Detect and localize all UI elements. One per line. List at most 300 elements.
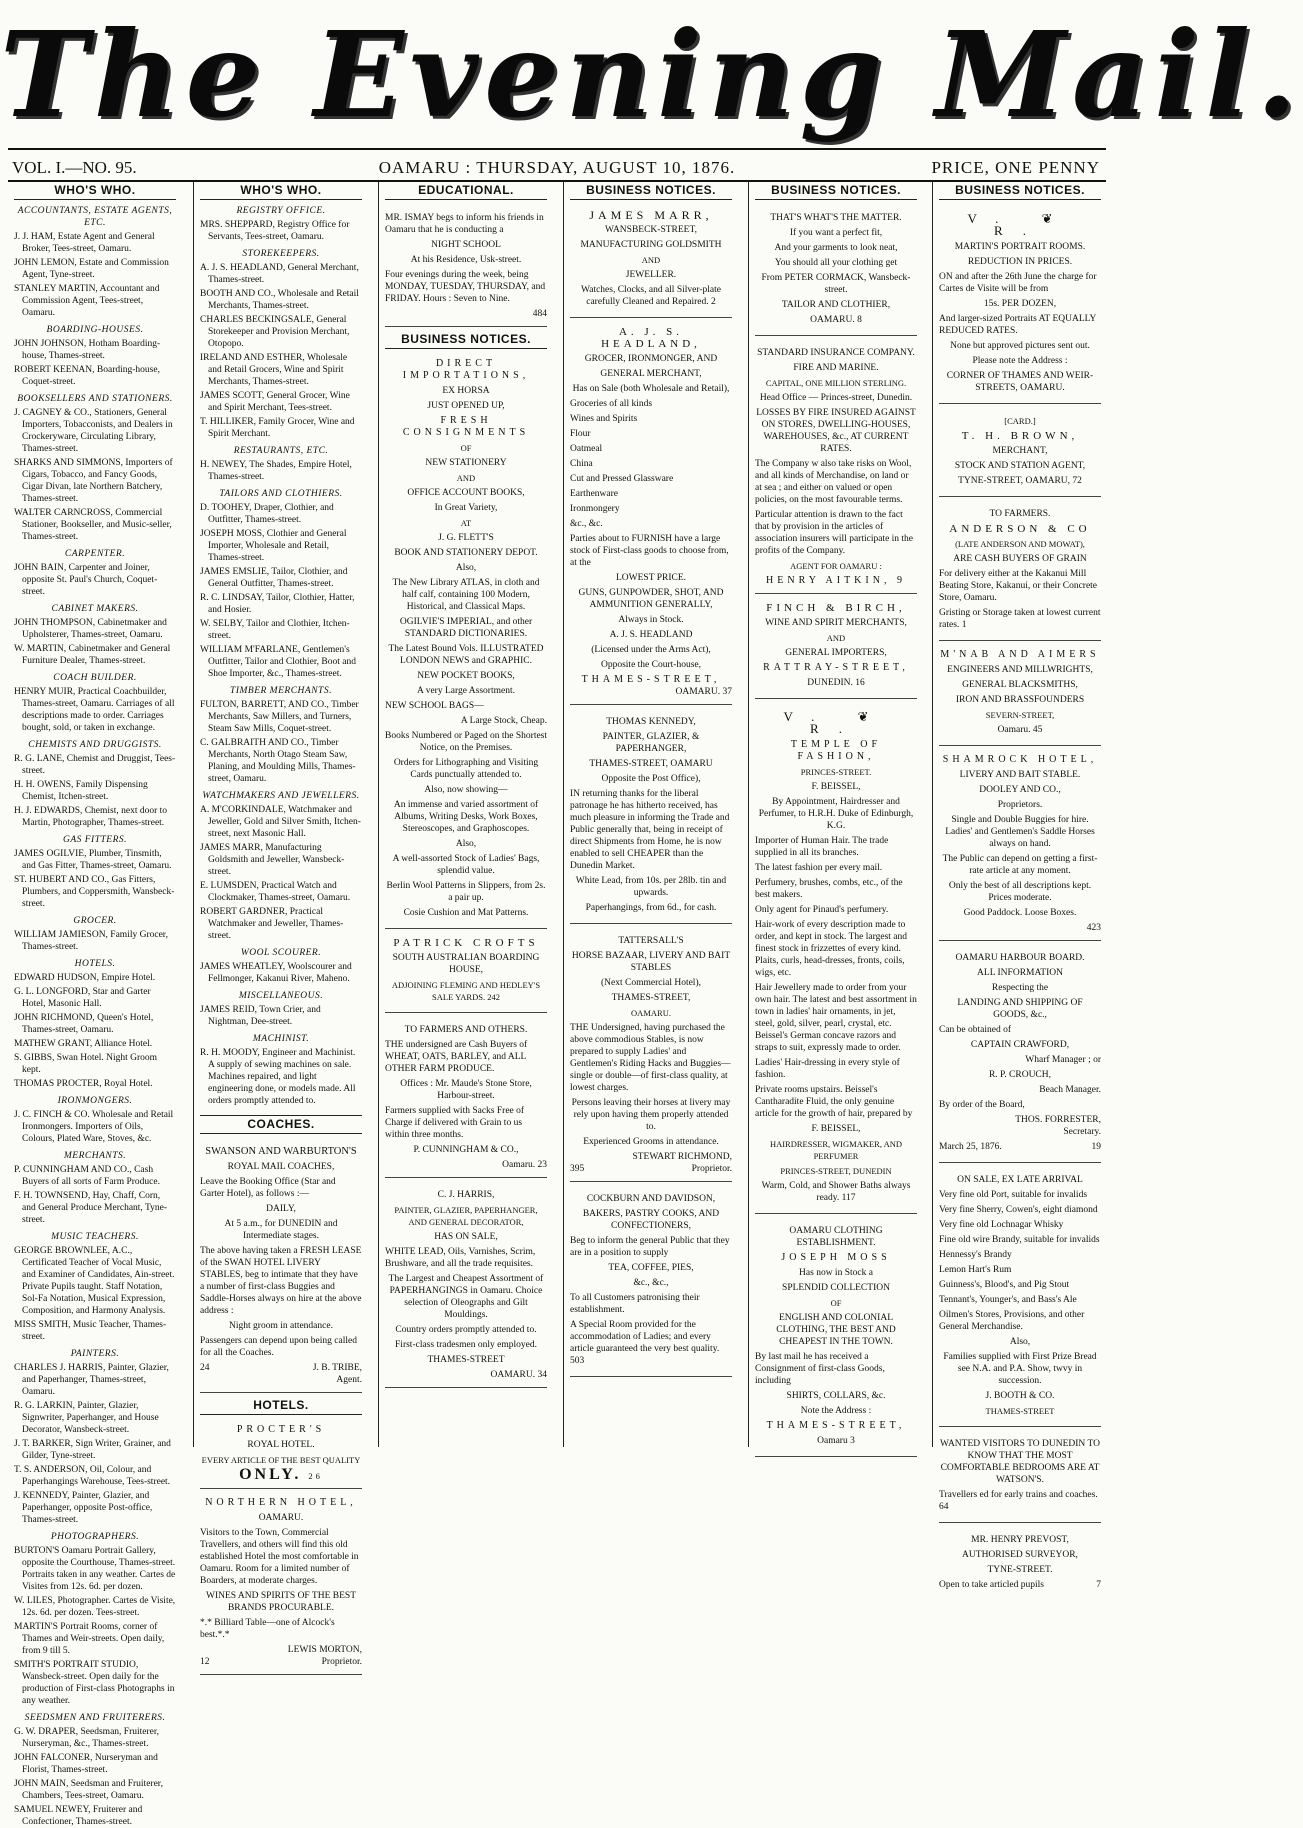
finch-l2: GENERAL IMPORTERS, bbox=[785, 648, 887, 658]
anderson-body: For delivery either at the Kakanui Mill Beating Store, Kakanui, or their Concrete Store, Oamaru. bbox=[939, 569, 1098, 603]
educational-header: EDUCATIONAL. bbox=[385, 182, 547, 200]
headland-furnish: Parties about to FURNISH have a large stock of First-class goods to choose from, at the bbox=[570, 534, 729, 568]
directory-entry: JAMES SCOTT, General Grocer, Wine and Spirit Merchant, Tees-street. bbox=[200, 391, 350, 413]
brown-l3: TYNE-STREET, OAMARU, bbox=[958, 476, 1071, 486]
harbour-l2: Respecting the bbox=[991, 983, 1049, 993]
directory-entry: JAMES REID, Town Crier, and Nightman, Dee-street. bbox=[200, 1005, 321, 1027]
directory-entry: WALTER CARNCROSS, Commercial Stationer, Bookseller, and Music-seller, Thames-street. bbox=[14, 508, 172, 542]
headland-sign: A. J. S. HEADLAND bbox=[609, 630, 693, 640]
booth-also: Also, bbox=[1009, 1337, 1031, 1347]
list-item: And your garments to look neat, bbox=[774, 243, 898, 253]
northern-wines: WINES AND SPIRITS OF THE BEST BRANDS PROCURABLE. bbox=[206, 1591, 356, 1613]
list-item: Oatmeal bbox=[570, 444, 603, 454]
beissel-hair: Importer of Human Hair. The trade supplied in all its branches. bbox=[755, 836, 889, 858]
section-title: WATCHMAKERS AND JEWELLERS. bbox=[202, 791, 360, 801]
flett-also2: Also, bbox=[455, 839, 477, 849]
marr-num: 2 bbox=[711, 297, 716, 307]
booth-families: Families supplied with First Prize Bread see N.A. and P.A. Show, twvy in succession. bbox=[943, 1352, 1097, 1386]
northern-sign: LEWIS MORTON, bbox=[287, 1645, 362, 1655]
directory-entry: R. G. LANE, Chemist and Druggist, Tees-street. bbox=[14, 754, 176, 776]
northern-ad bbox=[200, 1493, 362, 1675]
whos-who-header-2: WHO'S WHO. bbox=[200, 182, 362, 200]
moss-note: Note the Address : bbox=[800, 1406, 872, 1416]
anderson-num: 1 bbox=[961, 620, 967, 630]
coaches-body: The above having taken a FRESH LEASE of the SWAN HOTEL LIVERY STABLES, beg to intimate that they have a number of first-class Buggies and Saddle-Horses always on hire at the above address : bbox=[200, 1246, 362, 1316]
list-item: If you want a perfect fit, bbox=[789, 228, 883, 238]
moss-addr: THAMES-STREET, bbox=[766, 1420, 906, 1431]
whos-who-list-2 bbox=[200, 205, 362, 1107]
tattersall-persons: Persons leaving their horses at livery may rely upon having them properly attended to. bbox=[571, 1098, 731, 1132]
list-item: Fine old wire Brandy, suitable for invalids bbox=[939, 1235, 1100, 1245]
mnab-num: 45 bbox=[1032, 725, 1043, 735]
section-title: IRONMONGERS. bbox=[57, 1096, 133, 1106]
directory-entry: JOHN FALCONER, Nurseryman and Florist, Thames-street. bbox=[14, 1753, 158, 1775]
mnab-l2: GENERAL BLACKSMITHS, bbox=[962, 680, 1078, 690]
headland-l2: GENERAL MERCHANT, bbox=[600, 369, 702, 379]
flett-books: Books Numbered or Paged on the Shortest Notice, on the Premises. bbox=[385, 731, 548, 753]
watson-title: WANTED VISITORS TO DUNEDIN TO KNOW THAT THE MOST COMFORTABLE BEDROOMS ARE AT WATSON'S. bbox=[940, 1439, 1100, 1485]
martin-addr: CORNER OF THAMES AND WEIR-STREETS, OAMARU. bbox=[946, 371, 1094, 393]
harris-country: Country orders promptly attended to. bbox=[395, 1325, 537, 1335]
moss-of: OF bbox=[830, 1298, 842, 1308]
beissel-name: F. BEISSEL, bbox=[811, 782, 861, 792]
beissel-fashion: The latest fashion per every mail. bbox=[755, 863, 883, 873]
marr-title: JAMES MARR, bbox=[589, 208, 713, 222]
headland-l3: Has on Sale (both Wholesale and Retail), bbox=[572, 384, 730, 394]
finch-l3: RATTRAY-STREET, bbox=[763, 662, 909, 673]
directory-entry: J. CAGNEY & CO., Stationers, General Importers, Tobacconists, and Dealers in Crockeryware, Circulating Library, Thames-street. bbox=[14, 408, 173, 454]
directory-entry: GEORGE BROWNLEE, A.C., Certificated Teacher of Vocal Music, and Examiner of Candidates, Ain-street. Private Pupils taught. Staff Notation, Sol-Fa Notation, Musical Expression, Composition, and Harmony Analysis. bbox=[14, 1246, 175, 1316]
directory-entry: EDWARD HUDSON, Empire Hotel. bbox=[14, 973, 156, 983]
mnab-ad bbox=[939, 645, 1101, 746]
cormack-tailor: TAILOR AND CLOTHIER, bbox=[781, 300, 891, 310]
flett-l7: BOOK AND STATIONERY DEPOT. bbox=[394, 548, 538, 558]
farmers-place: Oamaru. bbox=[502, 1160, 536, 1170]
headland-lowest: LOWEST PRICE. bbox=[615, 573, 687, 583]
directory-entry: THOMAS PROCTER, Royal Hotel. bbox=[14, 1079, 153, 1089]
farmers-ad bbox=[385, 1017, 547, 1178]
beissel-baths: Warm, Cold, and Shower Baths always ready. bbox=[761, 1181, 911, 1203]
harbour-l4: Can be obtained of bbox=[939, 1025, 1012, 1035]
anderson-title: ANDERSON & CO bbox=[949, 523, 1091, 535]
ismay-at: At his Residence, Usk-street. bbox=[410, 255, 522, 265]
kennedy-body: IN returning thanks for the liberal patronage he has hitherto received, has much pleasure in informing the Trade and Public generally that, being in receipt of direct Shipments from Home, he is now enabled to sell CHEAPER than the Dunedin Market. bbox=[570, 789, 730, 871]
hotels-header: HOTELS. bbox=[200, 1397, 362, 1415]
directory-entry: CHARLES J. HARRIS, Painter, Glazier, and Paperhanger, Thames-street, Oamaru. bbox=[14, 1363, 169, 1397]
cockburn-tea: TEA, COFFEE, PIES, bbox=[608, 1263, 694, 1273]
harris-stock: The Largest and Cheapest Assortment of PAPERHANGINGS in Oamaru. Choice selection of Oleographs and Gilt Mouldings. bbox=[388, 1274, 544, 1320]
list-item: Ironmongery bbox=[570, 504, 620, 514]
booth-sign: J. BOOTH & CO. bbox=[985, 1391, 1055, 1401]
farmers-sign: P. CUNNINGHAM & CO., bbox=[413, 1145, 519, 1155]
tattersall-prop: Proprietor. bbox=[691, 1164, 732, 1174]
coaches-night: Night groom in attendance. bbox=[229, 1321, 333, 1331]
royal-crest-icon: V. ❦ R. bbox=[783, 709, 889, 736]
section-title: PAINTERS. bbox=[70, 1349, 120, 1359]
moss-shirts: SHIRTS, COLLARS, &c. bbox=[786, 1391, 886, 1401]
northern-title: NORTHERN HOTEL, bbox=[205, 1497, 357, 1508]
directory-entry: JOHN JOHNSON, Hotham Boarding-house, Thames-street. bbox=[14, 339, 161, 361]
cormack-place: OAMARU. bbox=[810, 315, 855, 325]
list-item: Groceries of all kinds bbox=[570, 399, 653, 409]
flett-berlin: Berlin Wool Patterns in Slippers, from 2s. a pair up. bbox=[386, 881, 546, 903]
flett-atlas: The New Library ATLAS, in cloth and half calf, containing 100 Modern, Historical, and Classical Maps. bbox=[392, 578, 540, 612]
mnab-title: M'NAB AND AIMERS bbox=[940, 649, 1100, 660]
crofts-num: 242 bbox=[487, 992, 500, 1002]
finch-and: AND bbox=[826, 633, 846, 643]
tattersall-l3: THAMES-STREET, bbox=[611, 993, 691, 1003]
procters-l1: EVERY ARTICLE OF THE BEST QUALITY bbox=[201, 1455, 361, 1465]
tattersall-title: TATTERSALL'S bbox=[618, 936, 684, 946]
list-item: Earthenware bbox=[570, 489, 618, 499]
headland-num: 37 bbox=[722, 687, 732, 697]
marr-l1: WANSBECK-STREET, bbox=[605, 225, 697, 235]
column-3 bbox=[378, 182, 553, 1447]
finch-num: 16 bbox=[855, 678, 865, 688]
directory-entry: J. T. BARKER, Sign Writer, Grainer, and Gilder, Tyne-street. bbox=[14, 1439, 171, 1461]
flett-school2: A Large Stock, Cheap. bbox=[460, 716, 547, 726]
northern-num: 12 bbox=[200, 1657, 210, 1667]
crofts-ad bbox=[385, 933, 547, 1013]
coaches-l3: At 5 a.m., for DUNEDIN and Intermediate stages. bbox=[224, 1219, 338, 1241]
northern-prop: Proprietor. bbox=[321, 1657, 362, 1667]
directory-entry: MISS SMITH, Music Teacher, Thames-street. bbox=[14, 1320, 167, 1342]
flett-l6: J. G. FLETT'S bbox=[438, 533, 494, 543]
anderson-ad bbox=[939, 501, 1101, 641]
list-item: Tennant's, Younger's, and Bass's Ale bbox=[939, 1295, 1077, 1305]
beissel-ad bbox=[755, 703, 917, 1214]
list-item: Very fine old Lochnagar Whisky bbox=[939, 1220, 1064, 1230]
moss-name: JOSEPH MOSS bbox=[781, 1252, 891, 1263]
list-item: Very fine Sherry, Cowen's, eight diamond bbox=[939, 1205, 1098, 1215]
cockburn-title: COCKBURN AND DAVIDSON, bbox=[586, 1194, 716, 1204]
column-2-inner bbox=[194, 182, 368, 1675]
business-notices-header-4: BUSINESS NOTICES. bbox=[570, 182, 732, 200]
ismay-num: 484 bbox=[532, 309, 547, 319]
directory-entry: H. H. OWENS, Family Dispensing Chemist, Itchen-street. bbox=[14, 780, 148, 802]
section-title: PHOTOGRAPHERS. bbox=[50, 1532, 140, 1542]
coaches-pass: Passengers can depend upon being called for all the Coaches. bbox=[200, 1336, 357, 1358]
flett-cosie: Cosie Cushion and Mat Patterns. bbox=[403, 908, 529, 918]
directory-entry: H. J. EDWARDS, Chemist, next door to Martin, Photographer, Thames-street. bbox=[14, 806, 168, 828]
northern-billiard: *.* Billiard Table—one of Alcock's best.*.* bbox=[200, 1618, 335, 1640]
harbour-title: OAMARU HARBOUR BOARD. bbox=[955, 953, 1085, 963]
marr-and: AND bbox=[641, 255, 661, 265]
column-2 bbox=[193, 182, 368, 1667]
flett-pocket2: A very Large Assortment. bbox=[417, 686, 515, 696]
section-title: TAILORS AND CLOTHIERS. bbox=[219, 489, 343, 499]
cockburn-ad bbox=[570, 1186, 732, 1377]
section-title: MACHINIST. bbox=[252, 1034, 310, 1044]
list-item: Flour bbox=[570, 429, 591, 439]
brown-ad bbox=[939, 408, 1101, 497]
shamrock-body: Single and Double Buggies for hire. Ladies' and Gentlemen's Saddle Horses always on hand. bbox=[945, 815, 1095, 849]
column-6 bbox=[932, 182, 1107, 1590]
tattersall-num: 395 bbox=[570, 1164, 585, 1174]
harbour-date: March 25, 1876. bbox=[939, 1142, 1002, 1152]
section-title: MERCHANTS. bbox=[63, 1151, 127, 1161]
list-item: &c., &c. bbox=[570, 519, 603, 529]
section-title: RESTAURANTS, ETC. bbox=[233, 446, 329, 456]
directory-entry: W. MARTIN, Cabinetmaker and General Furniture Dealer, Thames-street. bbox=[14, 644, 171, 666]
directory-entry: ROBERT GARDNER, Practical Watchmaker and Jeweller, Thames-street. bbox=[200, 907, 344, 941]
directory-entry: D. TOOHEY, Draper, Clothier, and Outfitter, Thames-street. bbox=[200, 503, 334, 525]
directory-entry: ROBERT KEENAN, Boarding-house, Coquet-street. bbox=[14, 365, 160, 387]
farmers-offices: Offices : Mr. Maude's Stone Store, Harbour-street. bbox=[400, 1079, 532, 1101]
list-item: Hennessy's Brandy bbox=[939, 1250, 1012, 1260]
headland-guns: GUNS, GUNPOWDER, SHOT, AND AMMUNITION GENERALLY, bbox=[578, 588, 724, 610]
beissel-ladies: Ladies' Hair-dressing in every style of fashion. bbox=[755, 1058, 900, 1080]
farmers-title: TO FARMERS AND OTHERS. bbox=[404, 1025, 528, 1035]
kennedy-l1: PAINTER, GLAZIER, & PAPERHANGER, bbox=[602, 732, 700, 754]
standard-title: STANDARD INSURANCE COMPANY. bbox=[757, 348, 915, 358]
directory-entry: ST. HUBERT AND CO., Gas Fitters, Plumbers, and Coppersmith, Wansbeck-street. bbox=[14, 875, 175, 909]
moss-ad bbox=[755, 1218, 917, 1457]
martin-title: MARTIN'S PORTRAIT ROOMS. bbox=[954, 242, 1086, 252]
directory-entry: MARTIN'S Portrait Rooms, corner of Thames and Weir-streets. Open daily, from 9 till 5. bbox=[14, 1622, 165, 1656]
directory-entry: S. GIBBS, Swan Hotel. Night Groom kept. bbox=[14, 1053, 158, 1075]
directory-entry: A. M'CORKINDALE, Watchmaker and Jeweller, Gold and Silver Smith, Itchen-street, next Masonic Hall. bbox=[200, 805, 361, 839]
flett-albums: An immense and varied assortment of Albums, Writing Desks, Work Boxes, Stereoscopes, and Graphoscopes. bbox=[393, 800, 539, 834]
section-title: SEEDSMEN AND FRUITERERS. bbox=[24, 1713, 166, 1723]
tattersall-sign: STEWART RICHMOND, bbox=[632, 1152, 732, 1162]
directory-entry: IRELAND AND ESTHER, Wholesale and Retail Grocers, Wine and Spirit Merchants, Thames-street. bbox=[200, 353, 348, 387]
harbour-num: 19 bbox=[1091, 1142, 1101, 1152]
directory-entry: JOHN LEMON, Estate and Commission Agent, Tyne-street. bbox=[14, 258, 169, 280]
watson-num: 64 bbox=[939, 1502, 949, 1512]
harris-first: First-class tradesmen only employed. bbox=[395, 1340, 537, 1350]
section-title: BOARDING-HOUSES. bbox=[46, 325, 144, 335]
section-title: WOOL SCOURER. bbox=[240, 948, 322, 958]
tattersall-l2: (Next Commercial Hotel), bbox=[601, 978, 701, 988]
column-4-inner bbox=[564, 182, 738, 1377]
section-title: GROCER. bbox=[73, 916, 117, 926]
flett-showing: Also, now showing— bbox=[424, 785, 508, 795]
headland-items bbox=[570, 398, 732, 530]
flett-l2: FRESH CONSIGNMENTS bbox=[402, 415, 530, 438]
moss-mail: By last mail he has received a Consignment of first-class Goods, including bbox=[755, 1352, 885, 1386]
cockburn-l1: BAKERS, PASTRY COOKS, AND CONFECTIONERS, bbox=[582, 1209, 720, 1231]
cormack-title: THAT'S WHAT'S THE MATTER. bbox=[770, 213, 902, 223]
masthead bbox=[0, 0, 1303, 150]
kennedy-lead: White Lead, from 10s. per 28lb. tin and upwards. bbox=[575, 876, 727, 898]
brown-l2: STOCK AND STATION AGENT, bbox=[954, 461, 1086, 471]
crofts-title: PATRICK CROFTS bbox=[393, 937, 539, 949]
list-item: Cut and Pressed Glassware bbox=[570, 474, 674, 484]
booth-items bbox=[939, 1189, 1101, 1333]
column-1-inner bbox=[8, 182, 182, 1828]
anderson-l2: ARE CASH BUYERS OF GRAIN bbox=[953, 554, 1087, 564]
directory-entry: R. H. MOODY, Engineer and Machinist. A supply of sewing machines on sale. Machines repaired, and light engineering done, or models made. All orders promptly attended to. bbox=[200, 1048, 356, 1106]
harris-addr: THAMES-STREET bbox=[427, 1355, 505, 1365]
section-title: CARPENTER. bbox=[64, 549, 126, 559]
directory-entry: H. NEWEY, The Shades, Empire Hotel, Thames-street. bbox=[200, 460, 352, 482]
list-item: Lemon Hart's Rum bbox=[939, 1265, 1012, 1275]
coaches-sub: ROYAL MAIL COACHES, bbox=[227, 1162, 335, 1172]
martin-body: ON and after the 26th June the charge for Cartes de Visite will be from bbox=[939, 272, 1097, 294]
martin-large: And larger-sized Portraits AT EQUALLY REDUCED RATES. bbox=[939, 314, 1096, 336]
shamrock-only: Only the best of all descriptions kept. Prices moderate. bbox=[948, 881, 1092, 903]
directory-entry: JAMES MARR, Manufacturing Goldsmith and Jeweller, Wansbeck-street. bbox=[200, 843, 345, 877]
shamrock-good: Good Paddock. Loose Boxes. bbox=[963, 908, 1077, 918]
procters-sub: ROYAL HOTEL. bbox=[247, 1440, 315, 1450]
kennedy-l3: Opposite the Post Office), bbox=[601, 774, 701, 784]
directory-entry: WILLIAM JAMIESON, Family Grocer, Thames-street. bbox=[14, 930, 168, 952]
procters-num: 26 bbox=[308, 1471, 323, 1481]
directory-entry: E. LUMSDEN, Practical Watch and Clockmaker, Thames-street, Oamaru. bbox=[200, 881, 351, 903]
flett-l3: NEW STATIONERY bbox=[425, 458, 507, 468]
kennedy-paper: Paperhangings, from 6d., for cash. bbox=[585, 903, 717, 913]
cockburn-room: A Special Room provided for the accommodation of Ladies; and every article guaranteed the very best quality. bbox=[570, 1320, 720, 1354]
list-item: Very fine old Port, suitable for invalids bbox=[939, 1190, 1088, 1200]
marr-l2: MANUFACTURING GOLDSMITH bbox=[580, 240, 722, 250]
headland-ad bbox=[570, 322, 732, 705]
section-title: COACH BUILDER. bbox=[53, 673, 137, 683]
farmers-sacks: Farmers supplied with Sacks Free of Charge if delivered with Grain to us within three months. bbox=[385, 1106, 525, 1140]
harbour-l8: Beach Manager. bbox=[1039, 1085, 1101, 1095]
harbour-l6: Wharf Manager ; or bbox=[1025, 1055, 1101, 1065]
directory-entry: CHARLES BECKINGSALE, General Storekeeper and Provision Merchant, Otopopo. bbox=[200, 315, 350, 349]
ismay-ad bbox=[385, 205, 547, 327]
directory-entry: JOHN RICHMOND, Queen's Hotel, Thames-street, Oamaru. bbox=[14, 1013, 154, 1035]
coaches-sign: J. B. TRIBE, bbox=[312, 1363, 362, 1373]
shamrock-public: The Public can depend on getting a first-rate article at any moment. bbox=[942, 854, 1098, 876]
marr-ad bbox=[570, 205, 732, 318]
section-title: GAS FITTERS. bbox=[62, 835, 128, 845]
directory-entry: WILLIAM M'FARLANE, Gentlemen's Outfitter, Tailor and Clothier, Boot and Shoe Importer, &c., Thames-street. bbox=[200, 645, 356, 679]
prevost-title: MR. HENRY PREVOST, bbox=[971, 1535, 1069, 1545]
flett-of: OF bbox=[460, 443, 472, 453]
beissel-title: TEMPLE OF FASHION, bbox=[790, 739, 882, 762]
harbour-sign: THOS. FORRESTER, bbox=[1015, 1115, 1101, 1125]
column-5 bbox=[748, 182, 923, 1447]
crofts-l1: SOUTH AUSTRALIAN BOARDING HOUSE, bbox=[392, 953, 540, 975]
ismay-school: NIGHT SCHOOL bbox=[431, 240, 501, 250]
tattersall-place: OAMARU. bbox=[631, 1008, 671, 1018]
mnab-l4: SEVERN-STREET, bbox=[985, 710, 1055, 720]
section-title: STOREKEEPERS. bbox=[242, 249, 320, 259]
flett-at: AT bbox=[460, 518, 472, 528]
anderson-l1: (LATE ANDERSON AND MOWAT), bbox=[955, 539, 1085, 549]
beissel-pinaud: Only agent for Pinaud's perfumery. bbox=[755, 905, 889, 915]
kennedy-ad bbox=[570, 709, 732, 924]
headland-title: A. J. S. HEADLAND, bbox=[601, 326, 701, 350]
harbour-l1: ALL INFORMATION bbox=[977, 968, 1063, 978]
shamrock-l3: Proprietors. bbox=[997, 800, 1043, 810]
booth-addr: THAMES-STREET bbox=[985, 1406, 1055, 1416]
prevost-ad bbox=[939, 1527, 1101, 1600]
mnab-l3: IRON AND BRASSFOUNDERS bbox=[955, 695, 1085, 705]
brown-l1: MERCHANT, bbox=[992, 446, 1048, 456]
cormack-ad bbox=[755, 205, 917, 336]
list-item: China bbox=[570, 459, 593, 469]
directory-entry: MATHEW GRANT, Alliance Hotel. bbox=[14, 1039, 153, 1049]
beissel-work: Hair-work of every description made to order, and kept in stock. The largest and finest stock in frizzettes of every kind. Plaits, curls, head-dresses, fronts, coils, wigs, etc. bbox=[755, 920, 908, 978]
anderson-grist: Gristing or Storage taken at lowest current rates. bbox=[939, 608, 1101, 630]
finch-l1: WINE AND SPIRIT MERCHANTS, bbox=[765, 618, 907, 628]
beissel-perf: Perfumery, brushes, combs, etc., of the best makers. bbox=[755, 878, 903, 900]
issue-price: PRICE, ONE PENNY bbox=[931, 158, 1100, 177]
directory-entry: HENRY MUIR, Practical Coachbuilder, Thames-street, Oamaru. Carriages of all descriptions made to order. Carriages bought, sold, or taken in exchange. bbox=[14, 687, 175, 733]
moss-place: Oamaru bbox=[817, 1436, 848, 1446]
directory-entry: STANLEY MARTIN, Accountant and Commission Agent, Tees-street, Oamaru. bbox=[14, 284, 160, 318]
beissel-private: Private rooms upstairs. Beissel's Cantharadite Fluid, the only genuine article for the growth of hair, prepared by bbox=[755, 1085, 913, 1119]
shamrock-num: 423 bbox=[1086, 923, 1101, 933]
coaches-l2: DAILY, bbox=[266, 1204, 296, 1214]
prevost-l2: TYNE-STREET. bbox=[987, 1565, 1053, 1575]
directory-entry: JAMES EMSLIE, Tailor, Clothier, and General Outfitter, Thames-street. bbox=[200, 567, 348, 589]
harris-ad bbox=[385, 1182, 547, 1388]
crofts-l2: ADJOINING FLEMING AND HEDLEY'S SALE YARDS. bbox=[391, 980, 541, 1002]
issue-date: OAMARU : THURSDAY, AUGUST 10, 1876. bbox=[378, 158, 736, 177]
cockburn-etc: &c., &c., bbox=[633, 1278, 669, 1288]
martin-none: None but approved pictures sent out. bbox=[950, 341, 1090, 351]
harbour-l7: R. P. CROUCH, bbox=[988, 1070, 1052, 1080]
shamrock-l2: DOOLEY AND CO., bbox=[979, 785, 1061, 795]
moss-title: OAMARU CLOTHING ESTABLISHMENT. bbox=[789, 1226, 883, 1248]
standard-name: HENRY AITKIN, bbox=[766, 575, 891, 586]
directory-entry: MRS. SHEPPARD, Registry Office for Servants, Tees-street, Oamaru. bbox=[200, 220, 350, 242]
whos-who-header: WHO'S WHO. bbox=[14, 182, 176, 200]
list-item: Wines and Spirits bbox=[570, 414, 638, 424]
flett-l1: JUST OPENED UP, bbox=[427, 401, 505, 411]
directory-entry: W. SELBY, Tailor and Clothier, Itchen-street. bbox=[200, 619, 350, 641]
section-title: TIMBER MERCHANTS. bbox=[230, 686, 332, 696]
directory-entry: JOSEPH MOSS, Clothier and General Importer, Wholesale and Retail, Thames-street. bbox=[200, 529, 347, 563]
moss-l1: Has now in Stock a bbox=[799, 1268, 873, 1278]
farmers-num: 23 bbox=[537, 1160, 547, 1170]
headland-addr: THAMES-STREET, bbox=[581, 674, 721, 685]
directory-entry: R. C. LINDSAY, Tailor, Clothier, Hatter, and Hosier. bbox=[200, 593, 355, 615]
shamrock-l1: LIVERY AND BAIT STABLE. bbox=[959, 770, 1081, 780]
section-title: CHEMISTS AND DRUGGISTS. bbox=[28, 740, 162, 750]
section-title: REGISTRY OFFICE. bbox=[236, 206, 326, 216]
harris-num: 34 bbox=[537, 1370, 547, 1380]
coaches-ad bbox=[200, 1139, 362, 1393]
martin-price: 15s. PER DOZEN, bbox=[983, 299, 1057, 309]
tattersall-grooms: Experienced Grooms in attendance. bbox=[583, 1137, 719, 1147]
headland-l1: GROCER, IRONMONGER, AND bbox=[584, 354, 718, 364]
directory-entry: SHARKS AND SIMMONS, Importers of Cigars, Tobacco, and Fancy Goods, Cigar Divan, late Northern Batchery, Thames-street. bbox=[14, 458, 173, 504]
prevost-num: 7 bbox=[1096, 1580, 1101, 1590]
directory-entry: G. L. LONGFORD, Star and Garter Hotel, Masonic Hall. bbox=[14, 987, 151, 1009]
column-1 bbox=[8, 182, 182, 1827]
column-6-inner bbox=[933, 182, 1107, 1600]
flett-orders: Orders for Lithographing and Visiting Cards punctually attended to. bbox=[393, 758, 539, 780]
dateline bbox=[0, 150, 1114, 180]
section-title: MISCELLANEOUS. bbox=[238, 991, 324, 1001]
brown-num: 72 bbox=[1072, 476, 1082, 486]
anderson-pre: TO FARMERS. bbox=[989, 509, 1051, 519]
beissel-addr: PRINCES-STREET, DUNEDIN bbox=[780, 1166, 892, 1176]
directory-entry: J. KENNEDY, Painter, Glazier, and Paperhanger, opposite Post-office, Thames-street. bbox=[14, 1491, 153, 1525]
finch-place: DUNEDIN. bbox=[807, 678, 853, 688]
cockburn-cust: To all Customers patronising their establishment. bbox=[570, 1293, 700, 1315]
northern-sub: OAMARU. bbox=[258, 1513, 304, 1523]
list-item: You should all your clothing get bbox=[774, 258, 898, 268]
harbour-l9: By order of the Board, bbox=[939, 1100, 1025, 1110]
beissel-jewel: Hair Jewellery made to order from your own hair. The latest and best assortment in town in ladies' hair ornaments, in jet, steel, gold, silver, pearl, crystal, etc. Beissel's German concave razors and straps to suit, expressly made to order. bbox=[755, 983, 917, 1053]
martin-note: Please note the Address : bbox=[972, 356, 1068, 366]
flett-bags: A well-assorted Stock of Ladies' Bags, splendid value. bbox=[392, 854, 540, 876]
flett-school: NEW SCHOOL BAGS— bbox=[385, 701, 484, 711]
beissel-appt: By Appointment, Hairdresser and Perfumer, to H.R.H. Duke of Edinburgh, K.G. bbox=[758, 797, 914, 831]
tattersall-body: THE Undersigned, having purchased the above commodious Stables, is now prepared to supply Ladies' and Gentlemen's Riding Hacks and Buggies—single or double—of first-class quality, at lowest charges. bbox=[570, 1023, 731, 1093]
flett-ogilvie: OGILVIE'S IMPERIAL, and other STANDARD DICTIONARIES. bbox=[399, 617, 533, 639]
flett-vols: The Latest Bound Vols. ILLUSTRATED LONDON NEWS and GRAPHIC. bbox=[388, 644, 544, 666]
beissel-street: PRINCES-STREET. bbox=[800, 767, 872, 777]
directory-entry: JOHN MAIN, Seedsman and Fruiterer, Chambers, Tees-street, Oamaru. bbox=[14, 1779, 163, 1801]
